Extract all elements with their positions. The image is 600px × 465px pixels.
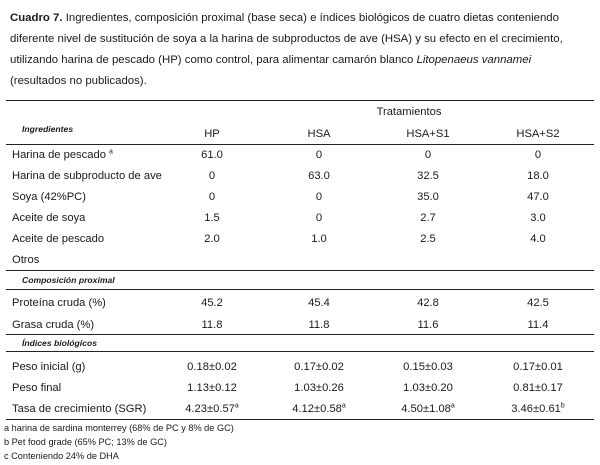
table-cell: 45.2 <box>201 297 223 309</box>
row-label: Peso inicial (g) <box>12 361 86 373</box>
table-top-rule <box>6 100 594 101</box>
table-cell: 11.8 <box>308 319 330 331</box>
table-bottom-rule <box>6 419 594 420</box>
table-cell <box>292 402 346 416</box>
table-cell: 61.0 <box>201 149 223 161</box>
header-bottom-rule <box>6 144 594 145</box>
row-label: Otros <box>12 254 40 266</box>
table-cell: 32.5 <box>417 170 439 182</box>
col-header-hsa-s2: HSA+S2 <box>516 128 560 140</box>
col-header-hp: HP <box>204 128 220 140</box>
caption-text: Ingredientes, composición proximal (base seca) e índices biológicos de cuatro dietas conteniendo diferente nivel de sustitución de soya a la harina de subproductos de ave (HSA) y su efecto en el crecimiento, utilizando harina de pescado (HP) como control, para alimentar camarón blanco <box>10 12 563 66</box>
table-cell: 0.18±0.02 <box>187 361 237 373</box>
section-header-indices: Índices biológicos <box>22 338 97 348</box>
table-cell: 4.0 <box>530 233 546 245</box>
indices-bottom-rule <box>6 351 594 352</box>
table-cell: 0 <box>424 149 432 161</box>
table-cell: 1.03±0.20 <box>403 382 453 394</box>
table-cell: 0.81±0.17 <box>513 382 563 394</box>
table-cell: 45.4 <box>308 297 330 309</box>
section-header-composition: Composición proximal <box>22 275 115 285</box>
row-label: Harina de subproducto de ave <box>12 170 162 182</box>
row-label: Grasa cruda (%) <box>12 319 95 331</box>
table-cell: 2.0 <box>204 233 220 245</box>
table-cell: 1.03±0.26 <box>294 382 344 394</box>
composition-top-rule <box>6 270 594 271</box>
table-cell: 0.17±0.01 <box>513 361 563 373</box>
footnote-marker: a <box>341 402 346 410</box>
row-label-text: Harina de pescado <box>12 149 106 161</box>
footnote-marker: a <box>109 148 113 156</box>
table-cell <box>511 402 565 416</box>
footnote-b: b Pet food grade (65% PC; 13% de GC) <box>4 437 167 447</box>
table-cell: 0 <box>534 149 542 161</box>
row-label: Peso final <box>12 382 62 394</box>
group-header: Tratamientos <box>376 106 442 118</box>
table-cell: 3.0 <box>530 212 546 224</box>
table-cell: 1.0 <box>311 233 327 245</box>
footnote-marker: a <box>450 402 455 410</box>
table-cell: 11.8 <box>201 319 223 331</box>
footnote-a: a harina de sardina monterrey (68% de PC y 8% de GC) <box>4 423 234 433</box>
table-cell: 0 <box>208 191 216 203</box>
cell-value: 4.23±0.57 <box>185 403 235 415</box>
footnote-c: c Conteniendo 24% de DHA <box>4 451 119 461</box>
row-label: Aceite de pescado <box>12 233 105 245</box>
col-header-hsa-s1: HSA+S1 <box>406 128 450 140</box>
footnote-marker: a <box>234 402 239 410</box>
table-cell: 0 <box>208 170 216 182</box>
caption-label: Cuadro 7. <box>10 12 63 24</box>
table-cell: 42.5 <box>527 297 549 309</box>
caption-species: Litopenaeus vannamei <box>416 54 532 66</box>
table-cell <box>185 402 239 416</box>
table-cell <box>401 402 455 416</box>
footnote-marker: b <box>560 402 565 410</box>
table-cell: 35.0 <box>417 191 439 203</box>
row-label: Aceite de soya <box>12 212 86 224</box>
table-cell: 63.0 <box>308 170 330 182</box>
table-cell: 0 <box>315 212 323 224</box>
composition-bottom-rule <box>6 289 594 290</box>
cell-value: 4.12±0.58 <box>292 403 342 415</box>
ingredients-header: Ingredientes <box>22 124 74 134</box>
table-cell: 2.5 <box>420 233 436 245</box>
table-cell: 1.5 <box>204 212 220 224</box>
table-cell: 42.8 <box>417 297 439 309</box>
row-label: Tasa de crecimiento (SGR) <box>12 403 147 415</box>
row-label <box>12 148 113 162</box>
caption-tail: (resultados no publicados). <box>10 75 147 87</box>
table-caption <box>10 8 590 92</box>
table-cell: 0 <box>315 191 323 203</box>
table-cell: 11.4 <box>527 319 549 331</box>
table-cell: 11.6 <box>417 319 439 331</box>
indices-top-rule <box>6 334 594 335</box>
cell-value: 4.50±1.08 <box>401 403 451 415</box>
table-cell: 0.17±0.02 <box>294 361 344 373</box>
table-cell: 0.15±0.03 <box>403 361 453 373</box>
table-cell: 1.13±0.12 <box>187 382 237 394</box>
col-header-hsa: HSA <box>307 128 331 140</box>
table-cell: 47.0 <box>527 191 549 203</box>
cell-value: 3.46±0.61 <box>511 403 561 415</box>
table-cell: 2.7 <box>420 212 436 224</box>
row-label: Soya (42%PC) <box>12 191 86 203</box>
table-cell: 18.0 <box>527 170 549 182</box>
table-cell: 0 <box>315 149 323 161</box>
row-label: Proteína cruda (%) <box>12 297 106 309</box>
